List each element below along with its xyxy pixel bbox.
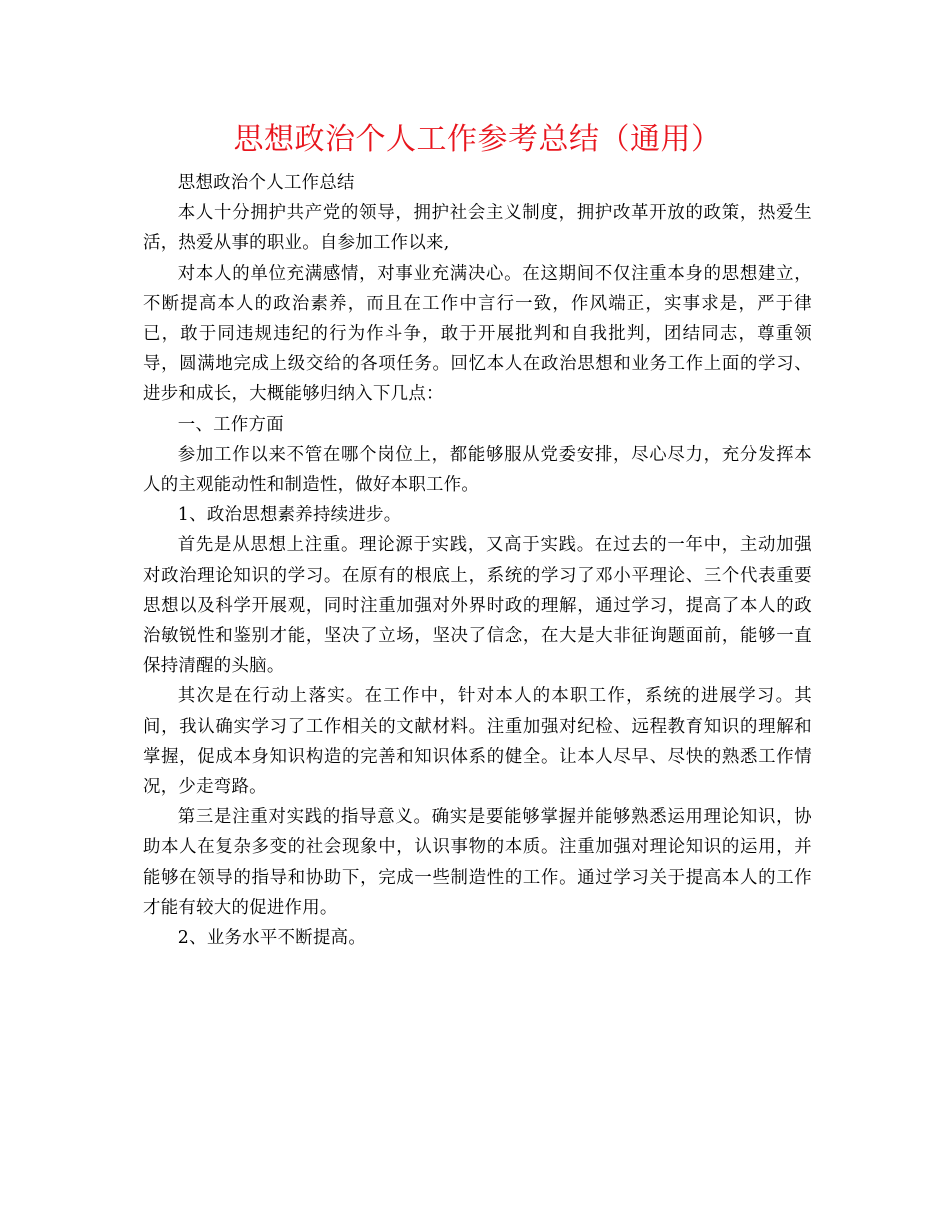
paragraph: 对本人的单位充满感情，对事业充满决心。在这期间不仅注重本身的思想建立，不断提高本人的政治素养，而且在工作中言行一致，作风端正，实事求是，严于律已，敢于同违规违纪的行为作斗争，敢于开展批判和自我批判，团结同志，尊重领导，圆满地完成上级交给的各项任务。回忆本人在政治思想和业务工作上面的学习、进步和成长，大概能够归纳入下几点：: [143, 263, 812, 405]
paragraph: 其次是在行动上落实。在工作中，针对本人的本职工作，系统的进展学习。其间，我认确实学习了工作相关的文献材料。注重加强对纪检、远程教育知识的理解和掌握，促成本身知识构造的完善和知识体系的健全。让本人尽早、尽快的熟悉工作情况，少走弯路。: [143, 686, 812, 798]
paragraph: 第三是注重对实践的指导意义。确实是要能够掌握并能够熟悉运用理论知识，协助本人在复杂多变的社会现象中，认识事物的本质。注重加强对理论知识的运用，并能够在领导的指导和协助下，完成一些制造性的工作。通过学习关于提高本人的工作才能有较大的促进作用。: [143, 807, 812, 918]
paragraph: 首先是从思想上注重。理论源于实践，又高于实践。在过去的一年中，主动加强对政治理论知识的学习。在原有的根底上，系统的学习了邓小平理论、三个代表重要思想以及科学开展观，同时注重加强对外界时政的理解，通过学习，提高了本人的政治敏锐性和鉴别才能，坚决了立场，坚决了信念，在大是大非征询题面前，能够一直保持清醒的头脑。: [143, 535, 812, 677]
document-title: 思想政治个人工作参考总结（通用）: [233, 122, 722, 157]
section-heading-work: 一、工作方面: [177, 414, 284, 435]
paragraph: 参加工作以来不管在哪个岗位上，都能够服从党委安排，尽心尽力，充分发挥本人的主观能动性和制造性，做好本职工作。: [143, 444, 812, 496]
paragraph: 本人十分拥护共产党的领导，拥护社会主义制度，拥护改革开放的政策，热爱生活，热爱从事的职业。自参加工作以来,: [143, 203, 812, 254]
subsection-heading-2: 2、业务水平不断提高。: [177, 928, 367, 949]
paragraph-heading: 思想政治个人工作总结: [177, 173, 355, 193]
subsection-heading-1: 1、政治思想素养持续进步。: [177, 505, 402, 526]
